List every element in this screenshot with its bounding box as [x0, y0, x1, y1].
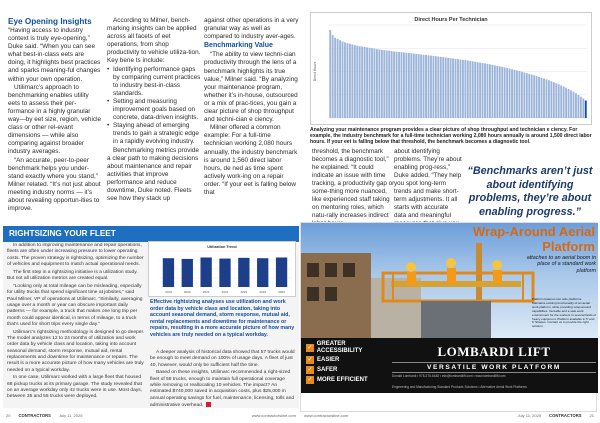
bar	[472, 61, 474, 118]
bar	[548, 80, 550, 118]
website[interactable]: www.contractorsline.com	[251, 413, 296, 418]
magazine-logo: CONTRACTORS	[549, 413, 582, 418]
x-tick-label: 2021	[202, 290, 210, 294]
ad-feature-label: SAFER	[317, 366, 338, 373]
bar	[374, 49, 376, 118]
ad-feature-row	[306, 376, 390, 384]
ad-headline: Wrap-Around Aerial Platform	[472, 224, 595, 254]
bar	[447, 58, 449, 118]
bar	[356, 46, 358, 118]
bar	[435, 56, 437, 118]
check-icon: ✓	[307, 367, 313, 373]
bar	[371, 48, 373, 118]
sidebar-paragraph: In addition to improving maintenance and repair operations, fleets are often under increasing pressure to lower operating costs. The proven strategy is rightsizing, optimizing the number of vehicles and equipment to match actual operational needs.	[7, 243, 144, 268]
bar	[506, 68, 508, 118]
bar	[410, 53, 412, 118]
bar	[405, 53, 407, 118]
bar	[415, 54, 417, 118]
bar	[484, 63, 486, 118]
bar	[555, 83, 557, 118]
bar	[558, 84, 560, 118]
bar	[396, 52, 398, 118]
bar	[238, 258, 249, 287]
bar	[504, 67, 506, 118]
bar	[577, 95, 579, 118]
bar	[219, 259, 230, 287]
issue-date: July 11, 2025	[58, 413, 83, 418]
benefit-item: • Setting and measuring improvement goals based on concrete, data-driven insights.	[107, 98, 202, 122]
bar	[474, 62, 476, 118]
bar	[511, 69, 513, 118]
bar	[457, 59, 459, 118]
article-paragraph: According to Milner, bench-marking insights can be applied across all facets of eet operations, from shop productivity to vehicle utiliza-tion. Key bene ts include:	[107, 17, 201, 65]
bar	[342, 41, 344, 118]
y-axis-label: Direct Hours	[313, 61, 317, 82]
bar	[528, 74, 530, 118]
page-number: 20	[6, 413, 11, 418]
heading-eye-opening-insights: Eye Opening Insights	[8, 17, 92, 26]
heading-benchmarking-value: Benchmarking Value	[204, 42, 273, 50]
bar	[430, 56, 432, 118]
sidebar-paragraph: The first step in a rightsizing initiative is a utilization study. But not all utilization metrics are created equal.	[7, 269, 138, 282]
bar	[496, 66, 498, 118]
bar	[541, 78, 543, 118]
sidebar-column-2	[150, 350, 296, 411]
utilization-trend-chart-svg	[149, 242, 295, 296]
ad-feature-label: GREATER ACCESSIBILITY	[316, 341, 363, 354]
bar	[464, 60, 466, 118]
bar	[440, 57, 442, 118]
bar	[531, 75, 533, 118]
check-icon: ✓	[307, 357, 313, 363]
ad-features	[306, 341, 390, 384]
direct-hours-chart	[310, 12, 592, 125]
bar	[276, 257, 287, 287]
chart-title: Utilization Trend	[207, 245, 237, 249]
bar	[182, 259, 193, 287]
bar	[455, 59, 457, 118]
bar	[560, 85, 562, 118]
end-mark	[206, 402, 211, 407]
bar	[514, 70, 516, 118]
bar	[418, 54, 420, 118]
bar	[257, 258, 268, 287]
article-paragraph: Utilimarc’s approach to benchmarking enables utility eets to assess their per-formance in a highly granular way—by eet size, region, vehicle class or other rel-evant dimensions — while also comparing against broader industry averages.	[8, 83, 102, 156]
ad-contact[interactable]: Donald Lombardi • 978-376-6448 • info@lombardilift.com • www.lombardilift.com	[392, 374, 506, 378]
bar	[366, 47, 368, 118]
sidebar-paragraph: In one case, Utilimarc worked with a large fleet that housed 68 pickup trucks at its primary garage. The study revealed that on an average workday only 42 trucks were in use. Most days, between 35 and 55 trucks were deployed.	[7, 375, 143, 400]
bar	[437, 56, 439, 118]
benefit-item: • Staying ahead of emerging trends to gain a strategic edge in a rapidly evolving industry.	[107, 122, 202, 146]
bar	[491, 65, 493, 118]
bar	[538, 77, 540, 118]
bar	[568, 89, 570, 118]
bar	[482, 63, 484, 118]
article-paragraph: “An accurate, peer-to-peer benchmark helps you under-stand exactly where you stand,” Milner related. “It’s not just about meeting industry norms — it’s about revealing opportun-ities to improve.	[8, 156, 101, 213]
bar	[487, 64, 489, 118]
bar	[401, 52, 403, 118]
chart-title: Direct Hours Per Technician	[414, 17, 488, 23]
bar	[349, 44, 351, 118]
bar	[494, 65, 496, 118]
sidebar-column-1	[7, 243, 145, 402]
bar	[499, 66, 501, 118]
article-column-3	[204, 17, 300, 197]
bar	[462, 60, 464, 118]
x-tick-label: 2022	[221, 290, 229, 294]
bar	[450, 58, 452, 118]
sidebar-paragraph: Utilimarc’s rightsizing methodology is designed to go deeper. The model analyzes 12 to 24 months of utilization and work order data by vehicle class and location, taking into account seasonal demand, storm response, mutual aid, rental replacements and downtime for maintenance or repairs. The result is a more accurate picture of how many vehicles are truly needed on a typical workday.	[7, 329, 145, 373]
issue-date: July 11, 2025	[517, 413, 542, 418]
bar	[580, 97, 582, 118]
sidebar-title: RIGHTSIZING YOUR FLEET	[3, 226, 299, 242]
ad-subheadline: attaches to an aerial boom in place of a standard work platform	[526, 255, 596, 274]
bar	[403, 52, 405, 118]
bar	[553, 82, 555, 118]
bar	[533, 75, 535, 118]
bar	[364, 47, 366, 118]
article-paragraph: about identifying problems. They’re about enabling prog-ress,” Duke added. “They help you spot long-term trends and make short-term adjustments. It all starts with accurate data and meaningful	[394, 148, 462, 260]
sidebar-paragraph: Based on these insights, Utilimarc recommended a right-sized fleet of 58 trucks, enough to maintain full operational coverage while removing or reallocating 10 vehicles. The impact? An estimated $740,000 saved in acquisition costs, plus $25,000 in annual operating savings for fuel, maintenance, licensing, tolls and administrative overhead.	[150, 370, 295, 408]
x-tick-label: 2023	[240, 290, 248, 294]
article-paragraph: “The ability to view techni-cian productivity through the lens of a benchmark highlights its true value,” Milner said. “By analyzing your maintenance program, whether it’s in-house, outsourced or a mix of prac-tices, you gain a clear picture of shop throughput and techni-cian e ciency.	[204, 51, 298, 124]
bar	[479, 63, 481, 118]
bar	[329, 30, 331, 118]
x-tick-label: 2025	[278, 290, 285, 294]
page-footer-right	[304, 413, 594, 418]
bar	[423, 55, 425, 118]
sidebar-paragraph: A deeper analysis of historical data showed that 57 trucks would be enough to meet demand on 100% of usage days. A fleet of just 40, however, would only be sufficient half the time.	[150, 350, 295, 368]
article-paragraph: “Having access to industry context is truly eye-opening,” Duke said. “When you can see what best-in-class eets are doing, it highlights best practices and sparks meaning-ful changes within your own operation.	[8, 27, 101, 83]
ad-feature-row	[306, 366, 390, 374]
bar	[582, 99, 584, 118]
bar	[163, 258, 174, 287]
bar	[516, 70, 518, 118]
bar	[509, 69, 511, 118]
bar	[469, 61, 471, 118]
article-paragraph: threshold, the benchmark becomes a diagnostic tool,” he explained. “It could indicate an issue with time tracking, a productivity gap or some-thing more nuanced, like experienced staff taking on mentoring roles, which natu-rally increases indirect	[312, 148, 395, 219]
bar	[428, 55, 430, 118]
bar	[467, 61, 469, 118]
x-tick-label: 2020	[183, 290, 191, 294]
ad-feature-row	[306, 341, 390, 354]
bar	[543, 79, 545, 118]
ad-feature-label: EASIER	[317, 356, 340, 363]
bar	[383, 50, 385, 118]
bar	[521, 72, 523, 118]
bar	[546, 79, 548, 118]
check-icon: ✓	[307, 377, 313, 383]
x-tick-label: 2019	[165, 290, 172, 294]
article-column-1	[8, 27, 102, 213]
ad-feature-label: MORE EFFICIENT	[317, 376, 368, 383]
pull-quote: “Benchmarks aren’t just about identifying problems, they’re about enabling progress.”	[467, 165, 593, 218]
bar	[413, 54, 415, 118]
direct-hours-chart-svg	[311, 13, 591, 124]
page-footer-left	[6, 413, 296, 418]
magazine-logo: CONTRACTORS	[18, 413, 51, 418]
bar	[425, 55, 427, 118]
bar	[550, 81, 552, 118]
bar	[445, 57, 447, 118]
bar	[477, 62, 479, 118]
bar	[391, 51, 393, 118]
highlighted-bar	[585, 100, 587, 118]
bar	[442, 57, 444, 118]
ad-fine-print: Engineering and Manufacturing Standard Products Solutions • Alternative Aerial Work Platforms	[392, 385, 527, 389]
bar	[200, 257, 211, 287]
bar	[523, 72, 525, 118]
bar	[420, 54, 422, 118]
article-paragraph: Benchmarking metrics provide a clear path to making decisions about maintenance and repair activities that improve performance and reduce downtime, Duke noted. Fleets see how they stack up	[107, 146, 199, 203]
bar	[332, 35, 334, 118]
bar	[536, 76, 538, 118]
sidebar-paragraph: “Looking only at total mileage can be misleading, especially for utility trucks that spend significant time at jobsites,” said Paul Milner, VP of operations at Utilimarc. “Similarly, averaging usage over a month or year can obscure important daily patterns — for example, a truck that makes one long trip per month could appear identical, in terms of mileage, to a truck that’s used for short trips every single day.”	[7, 283, 143, 327]
bar	[339, 40, 341, 118]
bar	[563, 87, 565, 118]
check-icon: ✓	[307, 344, 313, 351]
bar	[565, 88, 567, 118]
bar	[381, 50, 383, 118]
bar	[388, 51, 390, 118]
article-paragraph: Milner offered a common example: For a full-time technician working 2,080 hours annually, the industry benchmark is around 1,560 direct labor hours, de ned as time spent actively work-ing on a repair order. “If your eet is falling below that	[204, 124, 298, 196]
bar	[526, 73, 528, 118]
bar	[452, 58, 454, 118]
page-number: 21	[589, 413, 594, 418]
bar	[369, 48, 371, 118]
bar	[573, 92, 575, 118]
bar	[460, 59, 462, 118]
bar	[376, 49, 378, 118]
article-paragraph: against other operations in a very granular way as well as compared to industry aver-ages.	[204, 17, 299, 41]
bar	[337, 39, 339, 118]
utilization-trend-chart	[148, 241, 296, 297]
sidebar-caption: Effective rightsizing analyses use utilization and work order data by vehicle class and location, taking into account seasonal demand, storm response, mutual aid, rental replacements and downtime for maintenance or repairs, resulting in a more accurate picture of how many vehicles are truly needed on a typical workday.	[150, 299, 295, 338]
bar	[489, 64, 491, 118]
bar	[346, 43, 348, 118]
bar	[334, 38, 336, 118]
bar	[354, 45, 356, 118]
bar	[501, 67, 503, 118]
bar	[575, 93, 577, 118]
bar	[361, 47, 363, 118]
bar	[351, 44, 353, 118]
bar	[378, 50, 380, 118]
bar	[518, 71, 520, 118]
ad-tagline: VERSATILE WORK PLATFORM	[392, 362, 596, 373]
bar	[386, 50, 388, 118]
bar	[393, 51, 395, 118]
bar	[570, 90, 572, 118]
x-tick-label: 2024	[259, 290, 267, 294]
ad-brand-name[interactable]: LOMBARDI LIFT	[437, 344, 551, 359]
bar	[408, 53, 410, 118]
ad-feature-row	[306, 356, 390, 364]
benefit-item: • Identifying performance gaps by comparing current practices to industry best-in-class standards.	[107, 66, 202, 98]
bar	[344, 42, 346, 118]
benefits-list	[107, 66, 202, 147]
bar	[398, 52, 400, 118]
bar	[359, 46, 361, 118]
bar	[432, 56, 434, 118]
website[interactable]: www.contractorsline.com	[304, 413, 349, 418]
ad-side-note: Platform features two side platforms. Maintains existing functionality of an aerial work platform, while providing wrap-around capabilities. Versatile and a safe work environment for the workers in several fields of heavy equipment. Platform available in 5’ and 6’ Shapes. Contact us to provide the right solution.	[532, 297, 596, 329]
article-column-2	[107, 17, 202, 203]
chart-caption: Analyzing your maintenance program provides a clear picture of shop throughput and technician e ciency. For example, the industry benchmark for a full-time technician working 2,080 hours annually is around 1,500 direct labor hours. If your eet is falling below that threshold, the benchmark becomes a diagnostic tool.	[310, 127, 592, 146]
